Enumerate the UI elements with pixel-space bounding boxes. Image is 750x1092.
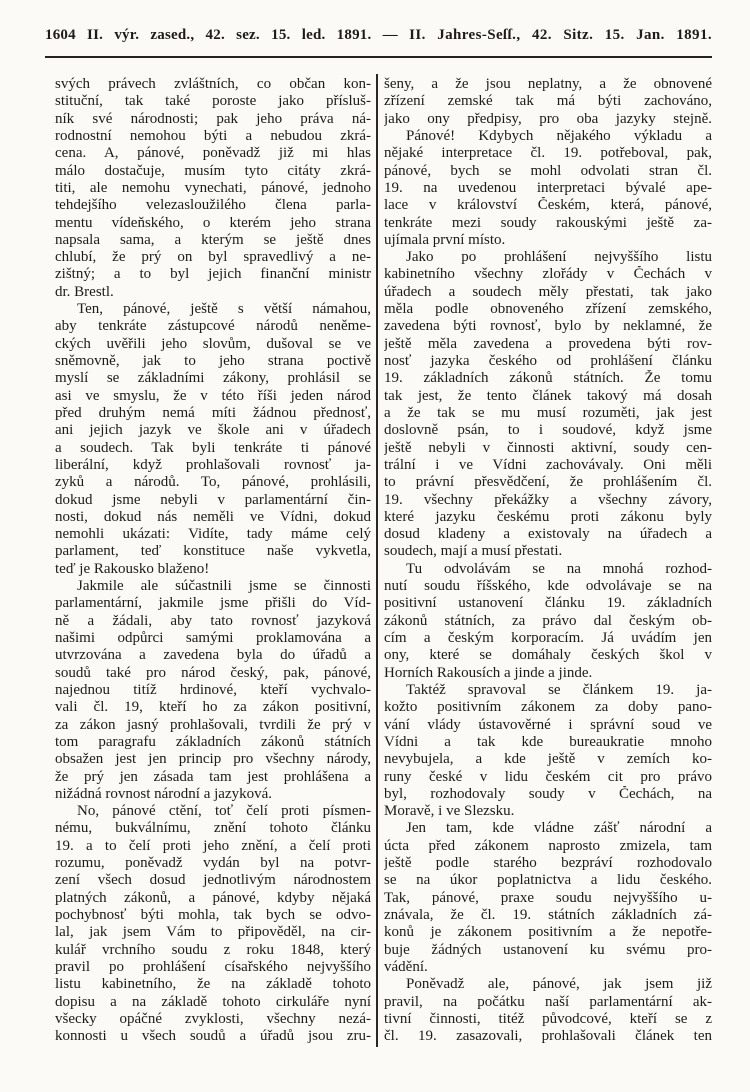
text-line: tehdejšího velezasloužilého člena parla-: [55, 197, 371, 214]
text-line: ještě měla zavedena a provedena býti rov-: [384, 335, 712, 352]
text-line: Tu odvolávám se na mnohá rozhod-: [406, 560, 712, 577]
text-line: asi ve smyslu, že v této říši jeden národ: [55, 387, 371, 404]
text-line: sněmovně, jak to jeho strana poctivě: [55, 353, 371, 369]
text-line: liberální, když prohlašovali rovnosť ja-: [55, 456, 371, 473]
text-line: znávala, že čl. 19. státních základních zá-: [384, 907, 712, 923]
text-line: nižádná rovnost národní a jazyková.: [55, 785, 273, 802]
text-line: pravil po prohlášení císařského nejvyššího: [55, 958, 371, 975]
text-line: svých právech zvláštních, co občan kon-: [55, 76, 371, 92]
text-line: našimi odpůrci samými proklamována a: [55, 630, 371, 646]
text-line: ckých uvěřili jeho slovům, dušoval se ve: [55, 335, 371, 352]
text-line: nému, bukválnímu, znění tohoto článku: [55, 820, 371, 837]
text-column-left: [55, 76, 371, 1046]
text-line: nějaké interpretace čl. 19. potřeboval, pak,: [384, 145, 712, 162]
text-line: doslovně psán, to i soudové, když jsme: [384, 422, 712, 439]
text-line: zákonů státních, za právo dal českým ob-: [384, 612, 712, 629]
text-line: tivní činnosti, titéž původcové, kteří se z: [384, 1010, 712, 1027]
text-line: pánové, bych se mohl odvolati stran čl.: [384, 162, 712, 179]
text-line: Jen tam, kde vládne zášť národní a: [406, 820, 712, 837]
text-line: které jazyku českému proti zákonu byly: [384, 508, 712, 525]
text-line: a že tak se mu musí rozuměti, jak jest: [384, 404, 712, 421]
text-line: kabinetního všechny zlořády v Čechách v: [384, 266, 712, 283]
text-line: to právní přesvědčení, že prohlášením čl.: [384, 474, 712, 491]
text-line: dokud jsme nebyli v parlamentární čin-: [55, 491, 371, 508]
text-line: rodnostní nemohou býti a nebudou zkrá-: [55, 127, 371, 144]
text-line: úcta před zákonem naprosto zmizela, tam: [384, 837, 712, 854]
text-line: teď je Rakousko blaženo!: [55, 560, 210, 577]
text-line: konů je zákonem positivním a že nepotře-: [384, 924, 712, 941]
text-line: za zákon jasný prohlašovali, tvrdili že prý v: [55, 716, 371, 733]
text-line: měla podle obnoveného zřízení zemského,: [384, 301, 712, 318]
text-line: nutí soudu říšského, kde odvolávaje se na: [384, 578, 712, 595]
text-line: ujímala první místo.: [384, 231, 506, 248]
text-line: ještě nebyli v činnosti aktivní, soudy cen-: [384, 439, 712, 456]
header-czech-session: 1604 II. výr. zased., 42. sez. 15. led. 1891. —: [45, 27, 398, 43]
text-line: lal, jak jsem Vám to připověděl, na cir-: [55, 924, 371, 941]
text-line: čl. 19. zasazovali, prohlašovali článek ten: [384, 1028, 712, 1045]
text-line: ně a žádali, aby tato rovnosť jazyková: [55, 612, 371, 629]
text-line: 19. a to čelí proti jeho znění, a čelí proti: [55, 837, 371, 854]
text-line: rozumu, poněvadž vydán byl na potvr-: [55, 855, 371, 872]
text-line: nosti, dokud nás neměli ve Vídni, dokud: [55, 508, 371, 525]
text-line: aby tenkráte zástupcové národů neněme-: [55, 318, 371, 335]
text-line: parlament, teď konstituce naše vykvetla,: [55, 543, 371, 560]
text-line: se na úkor poplatnictva a lidu českého.: [384, 872, 712, 889]
text-line: 19. základních zákonů státních. Že tomu: [384, 370, 712, 387]
text-line: soudech, mají a musí přestati.: [384, 543, 563, 560]
text-line: Jakmile ale súčastnili jsme se činnosti: [77, 578, 371, 595]
text-line: chlubí, že prý on byl spravedlivý a ne-: [55, 249, 371, 266]
text-line: vádění.: [384, 958, 428, 975]
text-line: Pánové! Kdybych nějakého výkladu a: [406, 127, 712, 144]
text-line: cím a českým korporacím. Já uvádím jen: [384, 630, 712, 646]
text-line: trální i ve Vídni zachovávaly. Oni měli: [384, 456, 712, 473]
text-line: konnosti u všech soudů a úřadů jsou zru-: [55, 1028, 371, 1045]
text-line: Poněvadž ale, pánové, jak jsem již: [406, 976, 712, 993]
text-line: Vídni a tak kde bureaukratie mnoho: [384, 733, 712, 750]
text-line: Horních Rakousích a jinde a jinde.: [384, 664, 593, 681]
text-line: utvrzována a zavedena byla do úřadů a: [55, 647, 371, 664]
text-line: cena. A, pánové, poněvadž již mi hlas: [55, 145, 371, 162]
text-line: nemohli ukázati: Vidíte, tady máme celý: [55, 526, 371, 543]
text-line: Jako po prohlášení nejvyššího listu: [406, 249, 712, 266]
text-line: tak jest, že tento článek takový má dosah: [384, 387, 712, 404]
text-line: zřízení zemské tak má býti zachováno,: [384, 93, 712, 110]
text-line: před druhým nemá míti žádnou přednosť,: [55, 404, 371, 421]
text-line: mentu vídeňského, o kterém jeho strana: [55, 214, 371, 231]
page-header: [45, 27, 712, 44]
text-line: No, pánové ctění, toť čelí proti písmen-: [77, 803, 371, 820]
text-line: všecky opáčné zvyklosti, všechny nezá-: [55, 1010, 371, 1027]
text-line: a soudech. Tak byli tenkráte ti pánové: [55, 439, 371, 456]
header-rule: [45, 56, 712, 58]
text-line: nevybujela, a kde ještě v zemích ko-: [384, 751, 712, 768]
text-line: runy české v lidu českém cit pro právo: [384, 768, 712, 785]
text-line: parlamentární, jakmile jsme přišli do Víd-: [55, 595, 371, 612]
text-line: obsažen jest jen princip pro všechny národy,: [55, 751, 371, 768]
text-line: že prý jen zásada tam jest prohlášena a: [55, 768, 371, 785]
text-line: málo dostačuje, musím tyto citáty zkrá-: [55, 162, 371, 179]
text-line: myslí se základními zákony, prohlásil se: [55, 370, 371, 387]
text-line: zištný; a to byl jejich finanční ministr: [55, 266, 371, 283]
text-line: jako ony předpisy, pro oba jazyky stejně.: [384, 110, 712, 127]
text-line: Moravě, i ve Slezsku.: [384, 803, 515, 820]
text-line: zavedena býti rovnosť, bylo by neklamné, že: [384, 318, 712, 335]
text-line: soudů také pro národ český, pak, pánové,: [55, 664, 371, 681]
text-line: byl, rozhodovaly soudy v Čechách, na: [384, 785, 712, 802]
text-line: Taktéž spravoval se článkem 19. ja-: [406, 681, 712, 698]
text-line: ník své národnosti; pak jeho práva ná-: [55, 110, 371, 127]
text-line: šeny, a že jsou neplatny, a že obnovené: [384, 76, 712, 92]
text-line: najednou titíž hrdinové, kteří vychvalo-: [55, 681, 371, 698]
text-line: platných zákonů, a pánové, kdyby nějaká: [55, 889, 371, 906]
text-line: zyků a národů. To, pánové, prohlásili,: [55, 474, 371, 491]
text-line: stituční, tak také poroste jako přísluš-: [55, 93, 371, 110]
column-divider: [376, 74, 378, 1047]
text-line: ještě podle starého bezpráví rozhodovalo: [384, 855, 712, 872]
text-line: úřadech a soudech měly přestati, tak jako: [384, 283, 712, 300]
text-line: dopisu a na základě tohoto cirkuláře nyní: [55, 993, 371, 1010]
text-line: lace v království Českém, která, pánové,: [384, 197, 712, 214]
text-line: 19. všechny překážky a všechny závory,: [384, 491, 712, 508]
text-line: buje žádných ustanovení ku svému pro-: [384, 941, 712, 958]
text-line: zení všech dosud jednotlivým národnostem: [55, 872, 371, 889]
text-line: titi, ale nemohu vynechati, pánové, jednoho: [55, 179, 371, 196]
text-line: kulář vrchního soudu z roku 1848, který: [55, 941, 371, 958]
text-line: tenkráte mezi soudy rakouskými ještě za-: [384, 214, 712, 231]
text-line: ony, které se domáhaly českých škol v: [384, 647, 712, 664]
text-line: 19. na uvedenou interpretaci bývalé ape-: [384, 179, 712, 196]
text-column-right: [384, 76, 712, 1046]
text-line: nosť jazyka českého od prohlášení článku: [384, 353, 712, 369]
text-line: Ten, pánové, ještě s větší námahou,: [77, 301, 371, 318]
text-line: listu kabinetního, že na základě tohoto: [55, 976, 371, 993]
text-line: tom paragrafu základních zákonů státních: [55, 733, 371, 750]
header-german-session: II. Jahres-Seſſ., 42. Sitz. 15. Jan. 1891.: [409, 27, 713, 43]
text-line: pochybnosť býti mohla, tak bych se odvo-: [55, 907, 371, 923]
text-line: vání vlády ústavověrné i správní soud ve: [384, 716, 712, 733]
text-line: kožto positivním zákonem za doby pano-: [384, 699, 712, 716]
text-line: napsala sama, a kterým se ještě dnes: [55, 231, 371, 248]
text-line: vali čl. 19, kteří ho za zákon positivní,: [55, 699, 371, 716]
text-line: dosud kladeny a existovaly na úřadech a: [384, 526, 712, 543]
text-line: Tak, pánové, praxe soudu nejvyššího u-: [384, 889, 712, 906]
text-line: pravil, na počátku naší parlamentární ak-: [384, 993, 712, 1010]
text-line: ani jejich jazyk ve škole ani v úřadech: [55, 422, 371, 439]
text-line: dr. Brestl.: [55, 283, 114, 300]
text-line: positivní ustanovení článku 19. základních: [384, 595, 712, 612]
